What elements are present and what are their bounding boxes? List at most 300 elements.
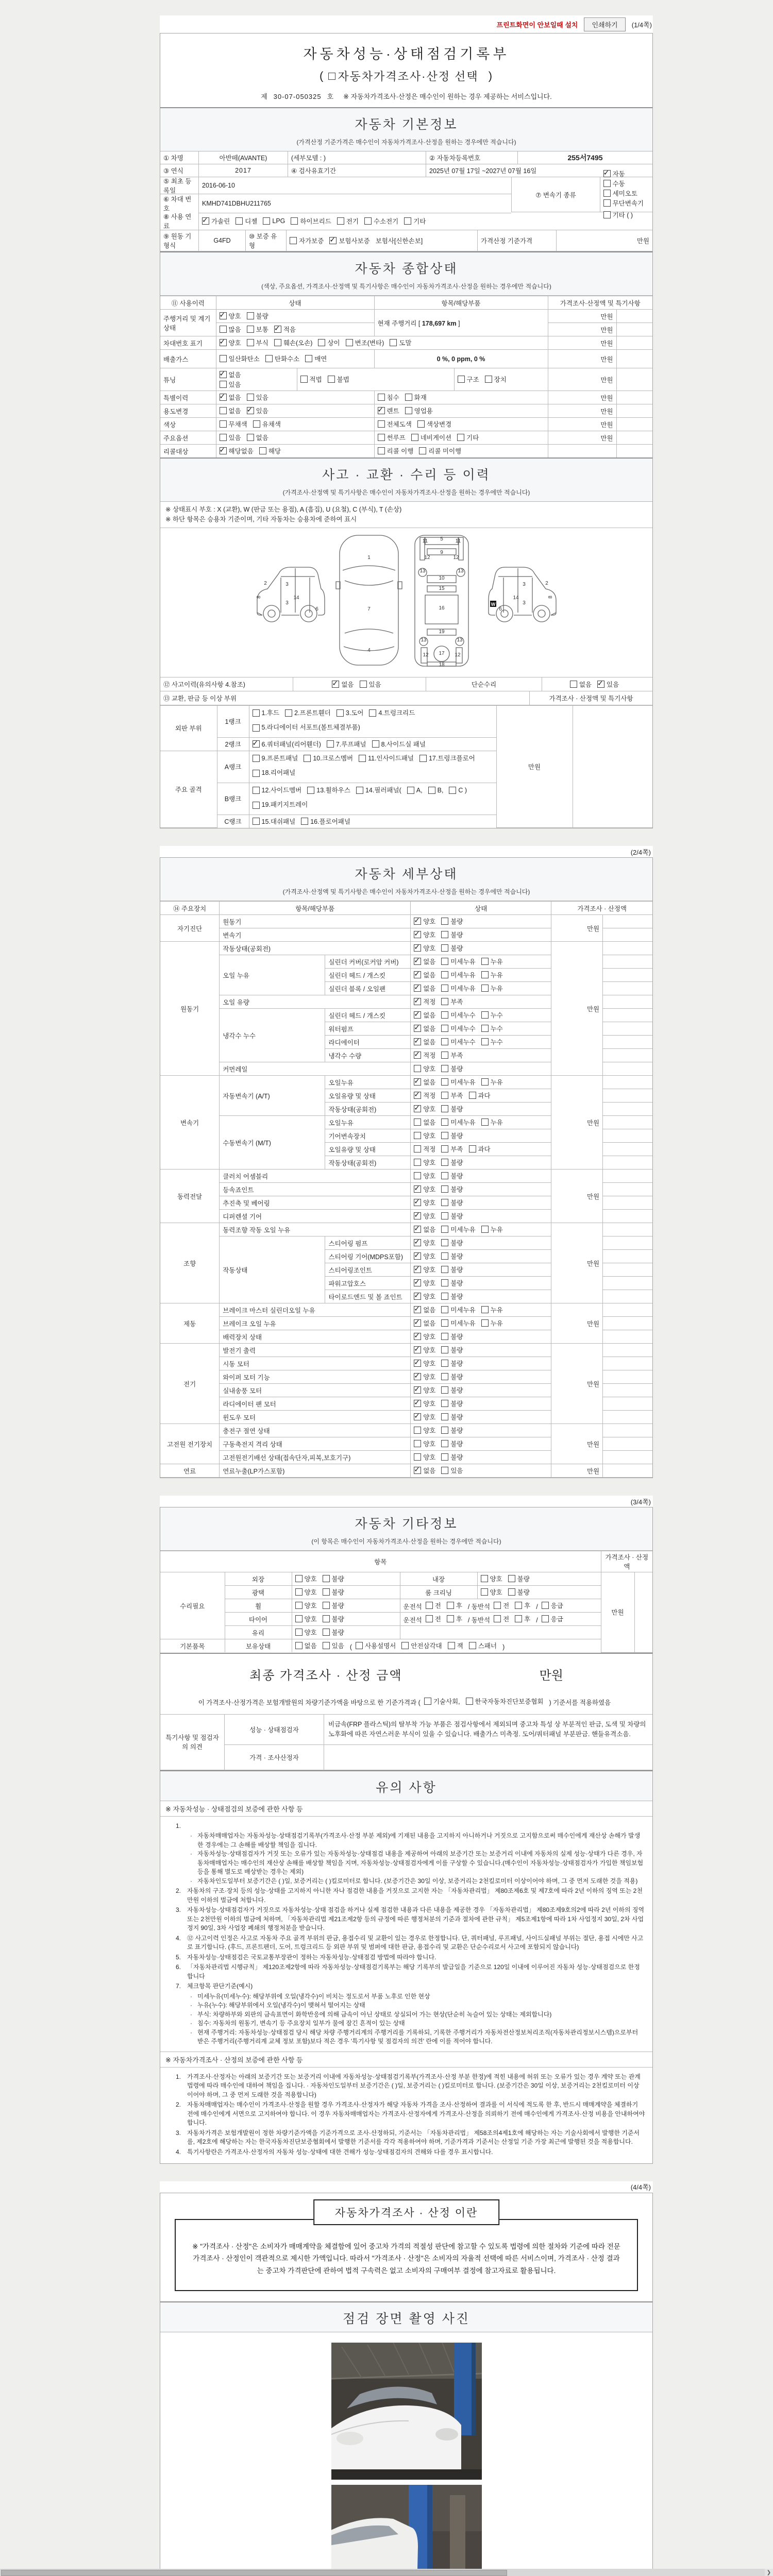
checkbox[interactable] — [542, 1615, 549, 1622]
checkbox[interactable] — [253, 709, 260, 717]
checkbox[interactable] — [356, 787, 363, 794]
checkbox[interactable] — [414, 1212, 421, 1219]
checkbox[interactable] — [469, 1092, 476, 1099]
checkbox[interactable] — [441, 998, 448, 1005]
checkbox-label: 누유 — [490, 985, 503, 992]
checkbox[interactable] — [414, 971, 421, 978]
checkbox[interactable] — [481, 1226, 489, 1233]
checkbox-label: 불량 — [450, 1387, 463, 1394]
print-button[interactable]: 인쇄하기 — [584, 18, 625, 31]
checkbox-option — [291, 216, 331, 226]
checkbox[interactable] — [515, 1602, 522, 1609]
checkbox[interactable] — [378, 407, 385, 414]
price-unit: 만원 — [548, 350, 616, 368]
checkbox[interactable] — [428, 787, 435, 794]
checkbox[interactable] — [441, 1145, 448, 1153]
checkbox[interactable] — [441, 1025, 448, 1032]
checkbox[interactable] — [404, 217, 411, 225]
checkbox[interactable] — [481, 1011, 489, 1019]
checkbox-option — [305, 354, 327, 363]
checkbox[interactable] — [346, 339, 353, 346]
detail-sub-label: 스티어링조인트 — [325, 1263, 411, 1277]
checkbox[interactable] — [414, 1185, 421, 1193]
checkbox[interactable] — [494, 1602, 501, 1609]
checkbox[interactable] — [414, 1159, 421, 1166]
row-label: 용도변경 — [160, 404, 216, 418]
page4-box — [160, 2193, 653, 2576]
checkbox[interactable] — [441, 1319, 448, 1327]
checkbox[interactable] — [441, 1226, 448, 1233]
checkbox-label: 부족 — [450, 998, 463, 1006]
checkbox[interactable] — [318, 339, 325, 346]
checkbox[interactable] — [327, 740, 334, 748]
checkbox[interactable] — [414, 1319, 421, 1327]
checkbox[interactable] — [414, 998, 421, 1005]
checkbox[interactable] — [441, 1360, 448, 1367]
checkbox[interactable] — [603, 180, 611, 187]
checkbox[interactable] — [441, 1306, 448, 1313]
checkbox[interactable] — [441, 1052, 448, 1059]
photos-band — [160, 2301, 652, 2332]
checkbox[interactable] — [414, 1467, 421, 1474]
checkbox[interactable] — [263, 217, 270, 225]
checkbox-option — [441, 1359, 463, 1368]
checkbox[interactable] — [259, 447, 266, 454]
notice-part1-text — [160, 1817, 652, 2052]
checkbox-label: 양호 — [423, 1360, 436, 1367]
checkbox[interactable] — [328, 376, 335, 383]
checkbox[interactable] — [220, 326, 227, 333]
detail-sub-label: 오일유량 및 상태 — [325, 1143, 411, 1156]
checkbox[interactable] — [414, 958, 421, 965]
checkbox[interactable] — [441, 1400, 448, 1407]
checkbox[interactable] — [414, 1360, 421, 1367]
checkbox[interactable] — [253, 818, 260, 825]
scrollbar-thumb[interactable] — [1, 2570, 507, 2576]
detail-sub-label: 워터펌프 — [325, 1022, 411, 1036]
checkbox[interactable] — [481, 1025, 489, 1032]
checkbox[interactable] — [441, 1065, 448, 1072]
panel-header-row — [160, 691, 652, 705]
checkbox[interactable] — [290, 237, 297, 244]
checkbox[interactable] — [458, 376, 465, 383]
checkbox[interactable] — [441, 1293, 448, 1300]
checkbox[interactable] — [441, 1453, 448, 1461]
checkbox[interactable] — [414, 1306, 421, 1313]
checkbox[interactable] — [426, 1615, 433, 1622]
checkbox[interactable] — [247, 407, 254, 414]
option-text: / 동반석 — [467, 1616, 491, 1624]
checkbox[interactable] — [304, 755, 311, 762]
checkbox[interactable] — [414, 1279, 421, 1286]
checkbox[interactable] — [603, 211, 611, 218]
checkbox[interactable] — [485, 376, 492, 383]
checkbox[interactable] — [441, 918, 448, 925]
checkbox[interactable] — [419, 755, 427, 762]
checkbox[interactable] — [441, 1373, 448, 1380]
checkbox[interactable] — [295, 1575, 303, 1582]
checkbox[interactable] — [441, 1333, 448, 1340]
checkbox[interactable] — [441, 958, 448, 965]
diagram-part-number: 6 — [498, 606, 502, 612]
checkbox-option — [441, 1010, 475, 1020]
checkbox[interactable] — [295, 1615, 303, 1622]
checkbox[interactable] — [295, 1588, 303, 1596]
checkbox[interactable] — [481, 958, 489, 965]
install-link[interactable]: 프린트화면이 안보일때 설치 — [496, 21, 578, 29]
checkbox[interactable] — [378, 447, 385, 454]
checkbox[interactable] — [369, 709, 376, 717]
checkbox-option — [378, 406, 399, 415]
checkbox[interactable] — [291, 217, 298, 225]
checkbox[interactable] — [603, 190, 611, 197]
checkbox[interactable] — [323, 1588, 330, 1596]
checkbox[interactable] — [414, 1266, 421, 1273]
checkbox[interactable] — [414, 931, 421, 938]
inspection-valid-period: 2025년 07월 17일 ~2027년 07월 16일 — [429, 167, 537, 175]
field-label: ④ 검사유효기간 — [288, 164, 426, 177]
checkbox[interactable] — [426, 1602, 433, 1609]
checkbox[interactable] — [414, 1239, 421, 1246]
checkbox[interactable] — [481, 1038, 489, 1045]
checkbox[interactable] — [441, 1118, 448, 1126]
checkbox[interactable] — [274, 326, 281, 333]
option-text: 운전석 — [403, 1616, 422, 1624]
checkbox[interactable] — [457, 434, 464, 441]
checkbox[interactable] — [253, 787, 260, 794]
checkbox[interactable] — [295, 1629, 303, 1636]
checkbox[interactable] — [337, 217, 344, 225]
checkbox[interactable] — [414, 1427, 421, 1434]
checkbox[interactable] — [481, 1575, 488, 1582]
checkbox[interactable] — [441, 1105, 448, 1112]
checkbox[interactable] — [469, 1145, 476, 1153]
checkbox[interactable] — [265, 355, 273, 362]
checkbox[interactable] — [481, 1118, 489, 1126]
checkbox[interactable] — [481, 985, 489, 992]
checkbox[interactable] — [508, 1575, 515, 1582]
device-group-label: 동력전달 — [160, 1170, 220, 1223]
checkbox[interactable] — [323, 1575, 330, 1582]
checkbox[interactable] — [323, 1629, 330, 1636]
detail-item-label: 동력조향 작동 오일 누유 — [220, 1223, 411, 1236]
checkbox[interactable] — [481, 1306, 489, 1313]
checkbox[interactable] — [414, 1172, 421, 1179]
checkbox[interactable] — [414, 1078, 421, 1086]
checkbox-option — [411, 433, 451, 442]
checkbox[interactable] — [414, 1373, 421, 1380]
checkbox[interactable] — [414, 1118, 421, 1126]
checkbox[interactable] — [305, 355, 312, 362]
etc-band — [160, 1507, 652, 1551]
checkbox[interactable] — [329, 237, 337, 244]
checkbox-label: 양호 — [228, 313, 241, 320]
detail-extra-cell — [603, 1210, 652, 1223]
price-select-checkbox[interactable] — [328, 73, 335, 80]
checkbox[interactable] — [337, 709, 344, 717]
checkbox[interactable] — [323, 1642, 330, 1649]
print-toolbar — [160, 15, 653, 33]
checkbox[interactable] — [220, 407, 227, 414]
checkbox[interactable] — [441, 1413, 448, 1420]
checkbox[interactable] — [414, 1038, 421, 1045]
checkbox[interactable] — [414, 1333, 421, 1340]
checkbox[interactable] — [414, 1440, 421, 1447]
checkbox-option — [414, 1292, 435, 1301]
detail-status — [411, 1451, 551, 1464]
checkbox[interactable] — [414, 1293, 421, 1300]
checkbox[interactable] — [220, 371, 227, 378]
col-head: 항목 — [160, 1551, 601, 1572]
checkbox[interactable] — [247, 394, 254, 401]
checkbox-label: 불량 — [450, 1106, 463, 1113]
checkbox-label: 미세누수 — [450, 1012, 476, 1019]
checkbox[interactable] — [441, 1092, 448, 1099]
checkbox[interactable] — [253, 724, 260, 732]
checkbox[interactable] — [414, 944, 421, 952]
checkbox[interactable] — [300, 376, 308, 383]
checkbox[interactable] — [301, 818, 308, 825]
checkbox[interactable] — [515, 1615, 522, 1622]
checkbox[interactable] — [447, 1615, 454, 1622]
notice-bullet: · 현재 주행거리: 자동차성능·상태점검 당시 해당 차량 주행거리계의 주행거리를 기록하되, 기록한 주행거리가 자동차전산정보처리조직(자동차관리정보시스템)으로부터 받은 주행거리(주행거리계 교체 정보 포함)보다 적은 경우 '특기사항 및 점검자의 의견' 란에 이를 적어야 합니다. — [190, 2028, 638, 2045]
checkbox[interactable] — [466, 1698, 473, 1705]
checkbox[interactable] — [414, 1400, 421, 1407]
checkbox[interactable] — [414, 1199, 421, 1206]
detail-status — [411, 915, 551, 928]
checkbox[interactable] — [414, 1413, 421, 1420]
checkbox[interactable] — [494, 1615, 501, 1622]
checkbox[interactable] — [405, 394, 412, 401]
mileage-status — [216, 310, 374, 323]
checkbox[interactable] — [542, 1602, 549, 1609]
checkbox[interactable] — [441, 1279, 448, 1286]
photos-area — [160, 2332, 652, 2576]
checkbox[interactable] — [247, 312, 254, 319]
checkbox[interactable] — [441, 1159, 448, 1166]
frame-label: 주요 골격 — [160, 751, 217, 828]
checkbox[interactable] — [253, 802, 260, 809]
checkbox[interactable] — [441, 1346, 448, 1353]
hold-label: 보유상태 — [225, 1639, 292, 1653]
checkbox[interactable] — [220, 355, 227, 362]
checkbox[interactable] — [417, 420, 425, 428]
detail-extra-cell — [603, 969, 652, 982]
checkbox-label: 불량 — [450, 1065, 463, 1073]
checkbox[interactable] — [378, 420, 385, 428]
checkbox[interactable] — [401, 1642, 409, 1649]
horizontal-scrollbar[interactable] — [0, 2569, 773, 2576]
checkbox[interactable] — [414, 1092, 421, 1099]
checkbox-option — [337, 707, 364, 720]
checkbox[interactable] — [441, 1038, 448, 1045]
checkbox[interactable] — [247, 326, 254, 333]
checkbox-option — [346, 338, 384, 347]
checkbox[interactable] — [414, 985, 421, 992]
checkbox[interactable] — [414, 1011, 421, 1019]
checkbox-label: 양호 — [423, 1427, 436, 1434]
checkbox[interactable] — [448, 1642, 455, 1649]
checkbox[interactable] — [414, 1346, 421, 1353]
checkbox[interactable] — [378, 434, 385, 441]
checkbox[interactable] — [359, 755, 366, 762]
checkbox[interactable] — [236, 217, 243, 225]
checkbox[interactable] — [247, 434, 254, 441]
usage-change-row — [160, 404, 652, 418]
checkbox[interactable] — [441, 1386, 448, 1394]
checkbox[interactable] — [481, 1588, 488, 1596]
checkbox[interactable] — [220, 447, 227, 454]
rankC-options — [249, 815, 496, 828]
checkbox[interactable] — [407, 787, 414, 794]
checkbox[interactable] — [597, 681, 604, 688]
emission-row — [160, 350, 652, 368]
option-text: ) 기준서를 적용하였음 — [549, 1699, 611, 1706]
checkbox[interactable] — [414, 1025, 421, 1032]
checkbox-label: 없음 — [423, 1119, 436, 1126]
checkbox[interactable] — [441, 1185, 448, 1193]
accident-history-status — [293, 677, 426, 691]
checkbox[interactable] — [414, 1252, 421, 1260]
detail-status — [411, 1036, 551, 1049]
checkbox[interactable] — [449, 787, 456, 794]
paren: ) — [488, 69, 494, 82]
detail-status — [411, 1089, 551, 1103]
checkbox[interactable] — [220, 312, 227, 319]
tire-status — [292, 1613, 400, 1626]
checkbox[interactable] — [414, 1065, 421, 1072]
checkbox[interactable] — [364, 217, 372, 225]
checkbox[interactable] — [220, 434, 227, 441]
checkbox[interactable] — [424, 1698, 431, 1705]
checkbox[interactable] — [441, 1132, 448, 1139]
checkbox[interactable] — [570, 681, 577, 688]
checkbox[interactable] — [414, 918, 421, 925]
detail-status — [411, 1424, 551, 1437]
checkbox[interactable] — [441, 944, 448, 952]
checkbox-option — [481, 957, 503, 966]
checkbox[interactable] — [414, 1105, 421, 1112]
checkbox-label: 불량 — [450, 1266, 463, 1274]
checkbox-label: 있음 — [607, 681, 619, 688]
scrollbar-right-arrow[interactable]: ❯ — [765, 2569, 773, 2576]
checkbox[interactable] — [390, 339, 397, 346]
checkbox[interactable] — [441, 1266, 448, 1273]
checkbox[interactable] — [414, 1145, 421, 1153]
checkbox[interactable] — [441, 1440, 448, 1447]
doc-title-line2 — [160, 68, 652, 84]
checkbox[interactable] — [247, 339, 254, 346]
field-label: ③ 연식 — [160, 164, 199, 177]
checkbox[interactable] — [441, 931, 448, 938]
checkbox[interactable] — [414, 1386, 421, 1394]
detail-item-label: 오일 누유 — [220, 955, 325, 995]
checkbox[interactable] — [274, 339, 281, 346]
checkbox[interactable] — [220, 339, 227, 346]
checkbox[interactable] — [253, 420, 260, 428]
checkbox-option — [372, 739, 426, 749]
checkbox-option — [414, 1305, 435, 1314]
roomcleaning-status — [477, 1586, 601, 1599]
price-unit: 만원 — [551, 1076, 603, 1170]
checkbox-option — [414, 1345, 435, 1354]
checkbox[interactable] — [441, 1467, 448, 1474]
checkbox[interactable] — [202, 217, 209, 225]
checkbox[interactable] — [441, 985, 448, 992]
checkbox[interactable] — [441, 1011, 448, 1019]
checkbox[interactable] — [220, 420, 227, 428]
checkbox[interactable] — [356, 1642, 363, 1649]
checkbox[interactable] — [253, 740, 260, 748]
row-label: 튜닝 — [160, 368, 216, 391]
checkbox[interactable] — [419, 447, 426, 454]
checkbox[interactable] — [414, 1453, 421, 1461]
checkbox[interactable] — [481, 1319, 489, 1327]
checkbox[interactable] — [508, 1588, 515, 1596]
checkbox[interactable] — [414, 1226, 421, 1233]
checkbox[interactable] — [285, 709, 292, 717]
checkbox[interactable] — [414, 1132, 421, 1139]
checkbox[interactable] — [253, 770, 260, 777]
checkbox-label: 부족 — [450, 1052, 463, 1059]
checkbox[interactable] — [220, 381, 227, 388]
detail-extra-cell — [603, 1464, 652, 1478]
checkbox-option — [441, 970, 475, 979]
checkbox-label: 15.대쉬패널 — [261, 818, 296, 825]
checkbox[interactable] — [307, 787, 314, 794]
checkbox-option — [441, 1117, 475, 1127]
checkbox[interactable] — [323, 1615, 330, 1622]
checkbox[interactable] — [332, 681, 339, 688]
checkbox[interactable] — [441, 1427, 448, 1434]
checkbox[interactable] — [360, 681, 367, 688]
checkbox[interactable] — [411, 434, 418, 441]
detail-status — [411, 1397, 551, 1411]
checkbox[interactable] — [441, 1252, 448, 1260]
checkbox[interactable] — [378, 394, 385, 401]
checkbox-label: 과다 — [478, 1146, 491, 1153]
checkbox[interactable] — [603, 170, 611, 177]
checkbox[interactable] — [220, 394, 227, 401]
checkbox[interactable] — [405, 407, 412, 414]
checkbox[interactable] — [441, 1239, 448, 1246]
basic-row-engine — [160, 230, 652, 251]
checkbox[interactable] — [441, 1172, 448, 1179]
checkbox[interactable] — [441, 1078, 448, 1086]
checkbox[interactable] — [447, 1602, 454, 1609]
checkbox[interactable] — [603, 199, 611, 207]
basic-info-title: 자동차 기본정보 — [355, 117, 458, 132]
checkbox[interactable] — [253, 755, 260, 762]
checkbox[interactable] — [295, 1602, 303, 1609]
checkbox[interactable] — [441, 971, 448, 978]
checkbox[interactable] — [481, 1078, 489, 1086]
checkbox[interactable] — [441, 1212, 448, 1219]
checkbox[interactable] — [323, 1602, 330, 1609]
checkbox[interactable] — [372, 740, 379, 748]
checkbox[interactable] — [469, 1642, 476, 1649]
checkbox-label: 잭 — [457, 1642, 463, 1650]
checkbox[interactable] — [414, 1052, 421, 1059]
checkbox-option — [542, 1601, 563, 1610]
checkbox-option — [414, 1050, 435, 1060]
detail-sub-label: 오일누유 — [325, 1116, 411, 1129]
detail-extra-cell — [603, 1303, 652, 1317]
checkbox[interactable] — [441, 1199, 448, 1206]
checkbox[interactable] — [481, 971, 489, 978]
checkbox-label: 없음 — [423, 1079, 436, 1086]
checkbox[interactable] — [295, 1642, 303, 1649]
